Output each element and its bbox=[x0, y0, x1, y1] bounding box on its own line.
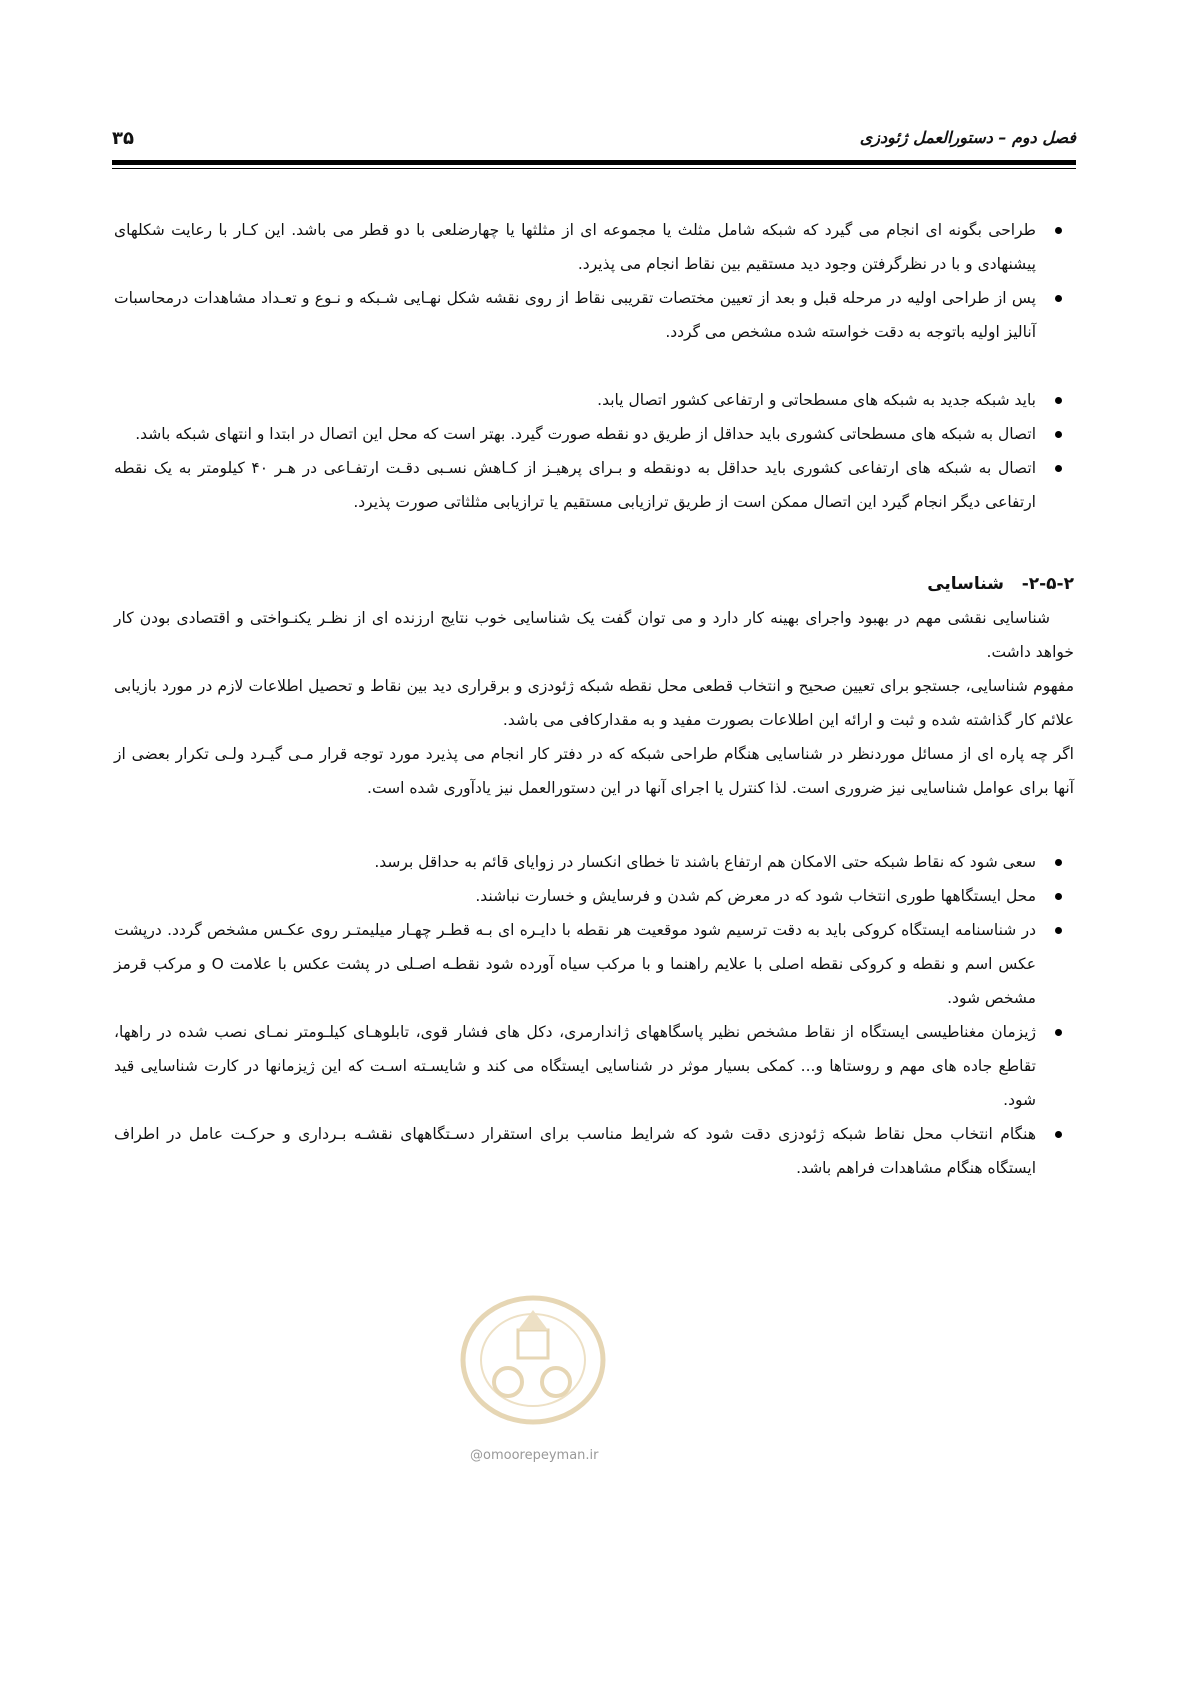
list-item bbox=[114, 1117, 1074, 1185]
list-item-text: هنگام انتخاب محل نقاط شبکه ژئودزی دقت شود که شرایط مناسب برای استقرار دسـتگاههای نقشـه بـرداری و حرکـت عامل در اطراف ایستگاه هنگام مشاهدات فراهم باشد. bbox=[114, 1125, 1036, 1177]
page-number: ۳۵ bbox=[112, 128, 134, 149]
paragraph: مفهوم شناسایی، جستجو برای تعیین صحیح و انتخاب قطعی محل نقطه شبکه ژئودزی و برقراری دید بین نقاط و تحصیل اطلاعات لازم در مورد بازیابی علائم کار گذاشته شده و ثبت و ارائه این اطلاعات بصورت مفید و به مقدارکافی می باشد. bbox=[114, 677, 1074, 729]
bullet-list-connection bbox=[114, 383, 1074, 519]
list-item bbox=[114, 451, 1074, 519]
header-rule-thin bbox=[112, 168, 1076, 169]
list-item-text: پس از طراحی اولیه در مرحله قبل و بعد از تعیین مختصات تقریبی نقاط از روی نقشه شکل نهـایی شـبکه و نـوع و تعـداد مشاهدات درمحاسبات آنالیز اولیه باتوجه به دقت خواسته شده مشخص می گردد. bbox=[114, 289, 1036, 341]
bullet-icon bbox=[1055, 295, 1062, 302]
list-item bbox=[114, 845, 1074, 879]
list-item bbox=[114, 1015, 1074, 1117]
bullet-icon bbox=[1055, 1131, 1062, 1138]
list-item-text: طراحی بگونه ای انجام می گیرد که شبکه شامل مثلث یا مجموعه ای از مثلثها یا چهارضلعی با دو قطر می باشد. این کـار با رعایت شکلهای پیشنهادی و با در نظرگرفتن وجود دید مستقیم بین نقاط انجام می پذیرد. bbox=[114, 221, 1036, 273]
bullet-icon bbox=[1055, 431, 1062, 438]
list-item-text: در شناسنامه ایستگاه کروکی باید به دقت ترسیم شود موقعیت هر نقطه با دایـره ای بـه قطـر چهـار میلیمتـر روی عکـس مشخص گردد. درپشت عکس اسم و نقطه و کروکی نقطه اصلی با علایم راهنما و با مرکب سیاه آورده شود نقطـه اصـلی در پشت عکس با علامت O و مرکب قرمز مشخص شود. bbox=[114, 921, 1036, 1007]
paragraph: اگر چه پاره ای از مسائل موردنظر در شناسایی هنگام طراحی شبکه که در دفتر کار انجام می پذیرد مورد توجه قرار مـی گیـرد ولـی تکرار بعضی از آنها برای عوامل شناسایی نیز ضروری است. لذا کنترل یا اجرای آنها در این دستورالعمل نیز یادآوری شده است. bbox=[114, 745, 1074, 797]
list-item bbox=[114, 281, 1074, 349]
list-item-text: اتصال به شبکه های مسطحاتی کشوری باید حداقل از طریق دو نقطه صورت گیرد. بهتر است که محل این اتصال در ابتدا و انتهای شبکه باشد. bbox=[135, 425, 1036, 443]
watermark-text: @omoorepeyman.ir bbox=[470, 1448, 599, 1463]
header-rule-thick bbox=[112, 160, 1076, 165]
bullet-icon bbox=[1055, 1029, 1062, 1036]
list-item bbox=[114, 879, 1074, 913]
list-item-text: ژیزمان مغناطیسی ایستگاه از نقاط مشخص نظیر پاسگاههای ژاندارمری، دکل های فشار قوی، تابلوهـای کیلـومتر نمـای نصب شده در راهها، تقاطع جاده های مهم و روستاها و... کمکی بسیار موثر در شناسایی ایستگاه می کند و شایسـته اسـت که این ژیزمانها در کارت شناسایی قید شود. bbox=[114, 1023, 1036, 1109]
list-item-text: محل ایستگاهها طوری انتخاب شود که در معرض کم شدن و فرسایش و خسارت نباشند. bbox=[475, 887, 1036, 905]
list-item bbox=[114, 913, 1074, 1015]
bullet-icon bbox=[1055, 397, 1062, 404]
chapter-title: فصل دوم – دستورالعمل ژئودزی bbox=[859, 128, 1076, 147]
list-item-text: سعی شود که نقاط شبکه حتی الامکان هم ارتفاع باشند تا خطای انکسار در زوایای قائم به حداقل برسد. bbox=[374, 853, 1036, 871]
bullet-icon bbox=[1055, 927, 1062, 934]
section-heading bbox=[114, 567, 1074, 601]
list-item bbox=[114, 383, 1074, 417]
section-number: ۲-۵-۲- bbox=[1021, 574, 1074, 594]
list-item-text: اتصال به شبکه های ارتفاعی کشوری باید حداقل به دونقطه و بـرای پرهیـز از کـاهش نسـبی دقـت ارتفـاعی در هـر ۴۰ کیلومتر به یک نقطه ارتفاعی دیگر انجام گیرد این اتصال ممکن است از طریق ترازیابی مستقیم یا ترازیابی مثلثاتی صورت پذیرد. bbox=[114, 459, 1036, 511]
bullet-icon bbox=[1055, 227, 1062, 234]
bullet-list-reconnaissance bbox=[114, 845, 1074, 1185]
bullet-icon bbox=[1055, 893, 1062, 900]
list-item bbox=[114, 213, 1074, 281]
section-title: شناسایی bbox=[927, 574, 1004, 594]
list-item-text: باید شبکه جدید به شبکه های مسطحاتی و ارتفاعی کشور اتصال یابد. bbox=[597, 391, 1036, 409]
paragraph: شناسایی نقشی مهم در بهبود واجرای بهینه کار دارد و می توان گفت یک شناسایی خوب نتایج ارزنده ای از نظـر یکنـواختی و اقتصادی بودن کار خواهد داشت. bbox=[114, 609, 1074, 661]
bullet-icon bbox=[1055, 859, 1062, 866]
page-header bbox=[112, 128, 1076, 158]
watermark-logo-icon bbox=[448, 1290, 618, 1430]
page-body bbox=[114, 213, 1074, 1185]
bullet-list-design bbox=[114, 213, 1074, 349]
bullet-icon bbox=[1055, 465, 1062, 472]
list-item bbox=[114, 417, 1074, 451]
